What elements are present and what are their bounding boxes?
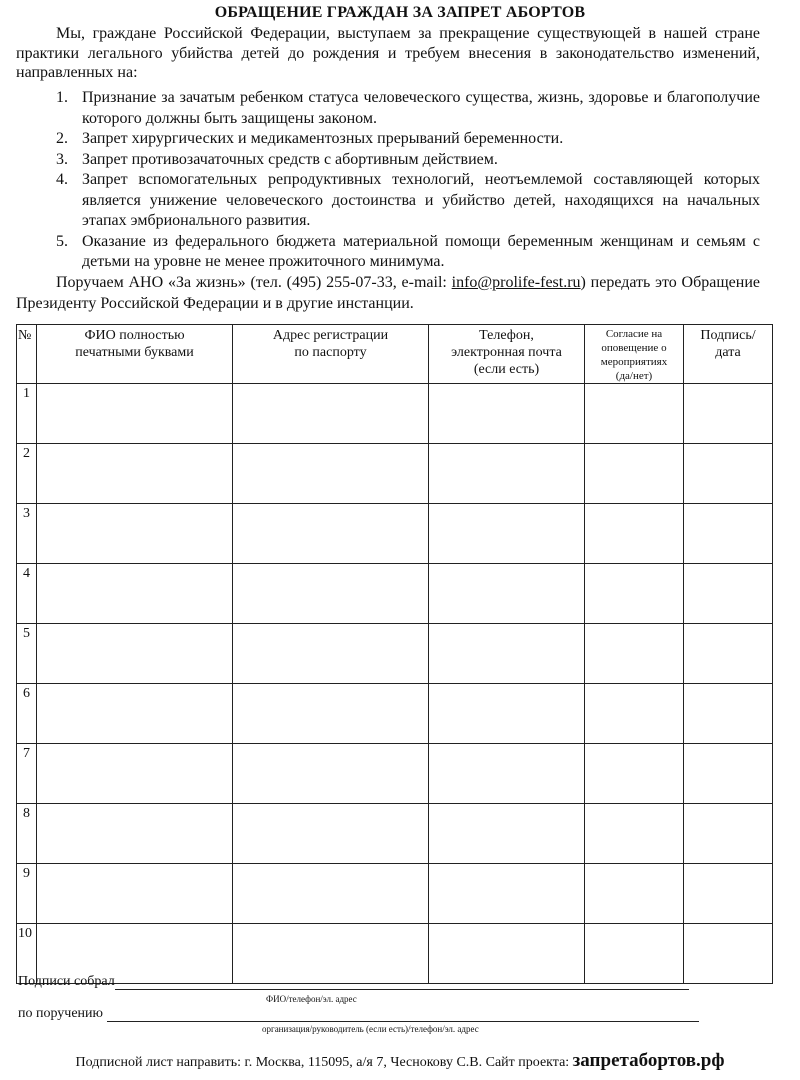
row-number: 8 — [17, 804, 37, 864]
table-row — [17, 384, 773, 444]
phone-cell[interactable] — [429, 684, 585, 744]
list-item-number: 5. — [56, 232, 68, 250]
send-text: Подписной лист направить: г. Москва, 115095, а/я 7, Чеснокову С.В. Сайт проекта: — [75, 1055, 573, 1070]
address-cell[interactable] — [233, 804, 429, 864]
name-cell[interactable] — [37, 864, 233, 924]
intro-paragraph: Мы, граждане Российской Федерации, выступаем за прекращение существующей в нашей стране практики легального убийства детей до рождения и требуем внесения в законодательство изменений, направленных на: — [16, 25, 760, 81]
table-header-row — [17, 325, 773, 384]
name-cell[interactable] — [37, 804, 233, 864]
address-cell[interactable] — [233, 864, 429, 924]
header-line: Телефон, — [479, 328, 534, 343]
consent-cell[interactable] — [585, 744, 684, 804]
column-header-number: № — [17, 325, 37, 384]
name-cell[interactable] — [37, 744, 233, 804]
list-item-text: Запрет противозачаточных средств с абортивным действием. — [82, 150, 498, 168]
address-cell[interactable] — [233, 564, 429, 624]
list-item — [56, 88, 760, 129]
collector-input[interactable] — [115, 975, 689, 990]
list-item-text: Оказание из федерального бюджета материальной помощи беременным женщинам и семьям с детьми на уровне не менее прожиточного минимума. — [82, 232, 760, 270]
table-row — [17, 624, 773, 684]
table-row — [17, 684, 773, 744]
column-header-phone — [429, 325, 585, 384]
name-cell[interactable] — [37, 684, 233, 744]
order-input[interactable] — [107, 1007, 699, 1022]
address-cell[interactable] — [233, 444, 429, 504]
header-line: оповещение о — [601, 342, 667, 354]
page-title: ОБРАЩЕНИЕ ГРАЖДАН ЗА ЗАПРЕТ АБОРТОВ — [214, 4, 586, 21]
order-caption: организация/руководитель (если есть)/телефон/эл. адрес — [262, 1024, 479, 1034]
list-item-number: 4. — [56, 171, 68, 188]
row-number: 7 — [17, 744, 37, 804]
row-number: 9 — [17, 864, 37, 924]
send-instructions — [0, 1050, 800, 1072]
phone-cell[interactable] — [429, 384, 585, 444]
consent-cell[interactable] — [585, 804, 684, 864]
column-header-signature — [684, 325, 773, 384]
outro-text-start: Поручаем АНО «За жизнь» (тел. (495) 255-07-33, e-mail: — [56, 274, 452, 291]
signature-cell[interactable] — [684, 744, 773, 804]
signature-cell[interactable] — [684, 924, 773, 984]
signature-cell[interactable] — [684, 444, 773, 504]
signature-cell[interactable] — [684, 384, 773, 444]
table-row — [17, 744, 773, 804]
address-cell[interactable] — [233, 624, 429, 684]
header-line: дата — [715, 345, 741, 360]
consent-cell[interactable] — [585, 564, 684, 624]
name-cell[interactable] — [37, 564, 233, 624]
list-item-number: 2. — [56, 130, 68, 147]
signature-cell[interactable] — [684, 564, 773, 624]
list-item-number: 1. — [56, 89, 68, 106]
name-cell[interactable] — [37, 384, 233, 444]
list-item-number: 3. — [56, 150, 68, 168]
row-number: 2 — [17, 444, 37, 504]
header-line: Согласие на — [605, 328, 663, 340]
consent-cell[interactable] — [585, 504, 684, 564]
table-row — [17, 444, 773, 504]
outro-text-end: ) передать это Обращение Президенту Российской Федерации и в другие инстанции. — [16, 274, 761, 312]
email-link[interactable]: info@prolife-fest.ru — [451, 274, 581, 291]
list-item — [56, 150, 760, 171]
collector-line — [18, 974, 689, 990]
header-line: Подпись/ — [700, 328, 756, 343]
name-cell[interactable] — [37, 444, 233, 504]
name-cell[interactable] — [37, 504, 233, 564]
consent-cell[interactable] — [585, 444, 684, 504]
list-item-text: Запрет хирургических и медикаментозных прерываний беременности. — [82, 130, 564, 147]
phone-cell[interactable] — [429, 564, 585, 624]
address-cell[interactable] — [233, 504, 429, 564]
consent-cell[interactable] — [585, 384, 684, 444]
consent-cell[interactable] — [585, 864, 684, 924]
header-line: печатными буквами — [75, 345, 194, 360]
table-row — [17, 864, 773, 924]
header-line: (да/нет) — [615, 370, 653, 382]
column-header-consent — [585, 325, 684, 384]
signature-cell[interactable] — [684, 804, 773, 864]
project-site-link[interactable]: запретабортов.рф — [572, 1050, 725, 1071]
consent-cell[interactable] — [585, 624, 684, 684]
signature-table — [16, 324, 773, 984]
list-item — [56, 170, 760, 232]
address-cell[interactable] — [233, 384, 429, 444]
header-line: (если есть) — [473, 362, 540, 377]
phone-cell[interactable] — [429, 804, 585, 864]
row-number: 5 — [17, 624, 37, 684]
signature-cell[interactable] — [684, 624, 773, 684]
header-line: электронная почта — [451, 345, 562, 360]
row-number: 4 — [17, 564, 37, 624]
row-number: 1 — [17, 384, 37, 444]
consent-cell[interactable] — [585, 684, 684, 744]
row-number: 3 — [17, 504, 37, 564]
collector-label: Подписи собрал — [18, 974, 115, 989]
column-header-address — [233, 325, 429, 384]
column-header-name — [37, 325, 233, 384]
phone-cell[interactable] — [429, 864, 585, 924]
phone-cell[interactable] — [429, 504, 585, 564]
table-row — [17, 564, 773, 624]
signature-cell[interactable] — [684, 864, 773, 924]
order-line — [18, 1006, 699, 1022]
list-item-text: Запрет вспомогательных репродуктивных технологий, неотъемлемой составляющей которых является унижение человеческого достоинства и убийство детей, находящихся на начальных этапах эмбрионального развития. — [82, 171, 760, 229]
address-cell[interactable] — [233, 684, 429, 744]
name-cell[interactable] — [37, 624, 233, 684]
phone-cell[interactable] — [429, 624, 585, 684]
table-row — [17, 504, 773, 564]
header-line: по паспорту — [294, 345, 367, 360]
row-number: 6 — [17, 684, 37, 744]
list-item — [56, 129, 760, 150]
header-line: мероприятиях — [600, 356, 668, 368]
list-item-text: Признание за зачатым ребенком статуса человеческого существа, жизнь, здоровье и благополучие которого должны быть защищены законом. — [82, 89, 760, 127]
signature-cell[interactable] — [684, 504, 773, 564]
demands-list — [56, 88, 760, 273]
collector-caption: ФИО/телефон/эл. адрес — [266, 994, 357, 1004]
header-line: Адрес регистрации — [272, 328, 389, 343]
signature-cell[interactable] — [684, 684, 773, 744]
list-item — [56, 232, 760, 273]
phone-cell[interactable] — [429, 444, 585, 504]
header-line: ФИО полностью — [84, 328, 185, 343]
address-cell[interactable] — [233, 744, 429, 804]
order-label: по поручению — [18, 1006, 103, 1021]
phone-cell[interactable] — [429, 744, 585, 804]
row-number: 10 — [17, 924, 37, 984]
table-row — [17, 804, 773, 864]
outro-paragraph — [16, 273, 760, 314]
